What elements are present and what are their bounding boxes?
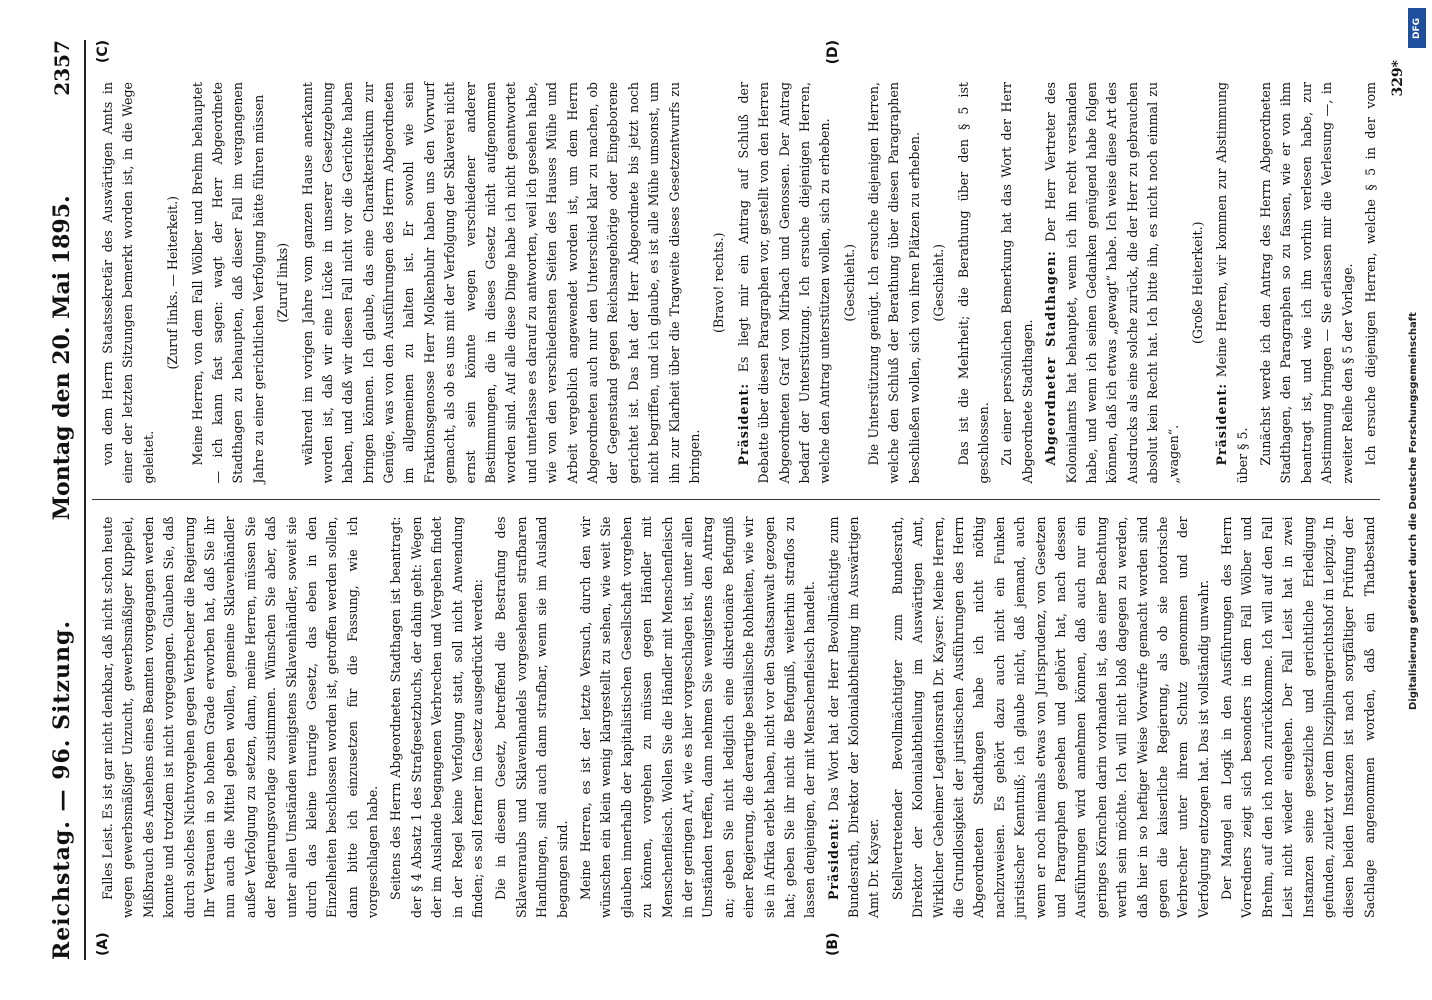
page-header <box>40 40 86 960</box>
paragraph: von dem Herrn Staatssekretär des Auswärtigen Amts in einer der letzten Sitzungen bemerkt worden ist, in die Wege geleitet. <box>100 82 156 484</box>
paragraph: (Geschieht.) <box>841 243 857 322</box>
paragraph: Falles Leist. Es ist gar nicht denkbar, daß nicht schon heute wegen gewerbsmäßiger Unzucht, gewerbsmäßiger Kuppelei, Mißbrauch des Ansehens eines Beamten vorgegangen werden konnte und trotzdem ist nicht vorgegangen. Glauben Sie, daß durch solches Nichtvorgehen gegen Verbrecher die Regierung Ihr Vertrauen in so hohem Grade erworben hat, daß Sie ihr nun auch die Mittel geben wollen, gemeine Sklavenhändler außer Verfolgung zu setzen, dann, meine Herren, müssen Sie der Regierungsvorlage zustimmen. Wünschen Sie aber, daß unter allen Umständen wenigstens Sklavenhändler, soweit sie durch das kleine traurige Gesetz, das eben in den Einzelheiten beschlossen worden ist, getroffen werden sollen, dann bitte ich einzusetzen für die Fassung, wie ich vorgeschlagen habe. <box>100 516 381 918</box>
paragraph: (Zuruf links. — Heiterkeit.) <box>165 195 181 370</box>
right-column <box>92 40 1380 500</box>
text-columns <box>92 40 1380 960</box>
page-number: 2357 <box>50 40 74 96</box>
dfg-logo-icon: DFG <box>1408 8 1426 48</box>
signature-mark: 329* <box>1390 60 1406 97</box>
paragraph: Stellvertretender Bevollmächtigter zum Bundesrath, Direktor der Kolonialabtheilung im Auswärtigen Amt, Wirklicher Geheimer Legationsrath Dr. Kayser: Meine Herren, die Grundlosigkeit der juristischen Ausführungen des Herrn Abgeordneten Stadthagen habe ich nicht nöthig nachzuweisen. Es gehört dazu auch nicht ein Funken juristischer Kenntniß; ich glaube nicht, daß jemand, auch wenn er noch niemals etwas von Jurisprudenz, von Gesetzen und Paragraphen gesehen und gehört hat, nach dessen Ausführungen wird annehmen können, daß auch nur ein geringes Körnchen darin vorhanden ist, das einer Beachtung werth sein möchte. Ich will nicht bloß dagegen zu werden, daß hier in so heftiger Weise Vorwürfe gemacht worden sind gegen die kaiserliche Regierung, als ob sie notorische Verbrecher unter ihrem Schutz genommen und der Verfolgung entzogen hat. Das ist vollständig unwahr. <box>889 516 1211 918</box>
left-column-text <box>98 517 1380 945</box>
header-date: Montag den 20. Mai 1895. <box>49 195 75 521</box>
digitization-note: Digitalisierung gefördert durch die Deutsche Forschungsgemeinschaft <box>1408 312 1419 710</box>
paragraph: (Große Heiterkeit.) <box>1189 221 1205 345</box>
paragraph: Die Unterstützung genügt. Ich ersuche diejenigen Herren, welche den Schluß der Berathung über diesen Paragraphen beschließen wollen, sich von ihren Plätzen zu erheben. <box>866 82 922 484</box>
marker-a: (A) <box>95 932 111 956</box>
marker-d: (D) <box>825 40 841 65</box>
paragraph: Seitens des Herrn Abgeordneten Stadthagen ist beantragt: der § 4 Absatz 1 des Strafgesetzbuchs, der dahin geht: Wegen der im Auslande begangenen Verbrechen und Vergehen findet in der Regel keine Verfolgung statt, soll nicht Anwendung finden; es soll ferner im Gesetz ausgedrückt werden: <box>388 516 486 918</box>
paragraph: Abgeordneter Stadthagen: Der Herr Vertreter des Kolonialamts hat behauptet, wenn ich ihn recht verstanden habe, und wenn ich seinen Gedanken genügend habe folgen können, daß ich etwas „gewagt“ habe. Ich weise diese Art des Ausdrucks als eine solche zurück, die der Herr zu gebrauchen absolut kein Recht hat. Ich bitte ihn, es nicht noch einmal zu „wagen“. <box>1043 82 1181 484</box>
header-session: Reichstag. — 96. Sitzung. <box>49 619 75 960</box>
left-column <box>92 500 1380 961</box>
paragraph: Meine Herren, es ist der letzte Versuch, durch den wir wünschen ein klein wenig klargestellt zu sehen, wie weit Sie glauben innerhalb der kapitalistischen Gesellschaft vorgehen zu können, vorgehen zu müssen gegen Händler mit Menschenfleisch. Wollen Sie die Händler mit Menschenfleisch in der geringen Art, wie es hier vorgeschlagen ist, unter allen Umständen treffen, dann nehmen Sie wenigstens den Antrag an; geben Sie nicht lediglich eine diskretionäre Befugniß einer Regierung, die derartige bestialische Rohheiten, wie wir sie in Afrika erlebt haben, nicht vor den Staatsanwalt gezogen hat; geben Sie ihr nicht die Befugniß, weiterhin straflos zu lassen denjenigen, der mit Menschenfleisch handelt. <box>577 516 818 918</box>
marker-c: (C) <box>95 40 111 64</box>
paragraph: (Geschieht.) <box>931 243 947 322</box>
paragraph: (Bravo! rechts.) <box>711 232 727 334</box>
paragraph: Der Mangel an Logik in den Ausführungen des Herrn Vorredners zeigt sich besonders in dem Fall Wölber und Brehm, auf den ich noch zurückkomme. Ich will auf den Fall Leist nicht wieder eingehen. Der Fall Leist hat in zwei Instanzen seine gesetzliche und gerichtliche Erledigung gefunden, zuletzt vor dem Disziplinargerichtshof in Leipzig. In diesen beiden Instanzen ist nach sorgfältiger Prüfung der Sachlage angenommen worden, daß ein Thatbestand <box>1219 516 1377 918</box>
paragraph: Präsident: Es liegt mir ein Antrag auf Schluß der Debatte über diesen Paragraphen vor, gestellt von den Herren Abgeordneten Graf von Mirbach und Genossen. Der Antrag bedarf der Unterstützung. Ich ersuche diejenigen Herren, welche den Antrag unterstützen wollen, sich zu erheben. <box>735 82 833 484</box>
right-column-text <box>98 56 1380 484</box>
paragraph: Präsident: Das Wort hat der Herr Bevollmächtigte zum Bundesrath, Direktor der Kolonialabtheilung im Auswärtigen Amt Dr. Kayser. <box>825 516 882 918</box>
marker-b: (B) <box>825 932 841 956</box>
paragraph: (Zuruf links) <box>275 242 291 323</box>
paragraph: Ich ersuche diejenigen Herren, welche § 5 in der vom <box>1363 82 1379 466</box>
paragraph: Präsident: Meine Herren, wir kommen zur Abstimmung über § 5. <box>1214 82 1250 484</box>
paragraph: Meine Herren, von dem Fall Wölber und Brehm behauptet — ich kann fast sagen: wagt der Herr Abgeordnete Stadthagen zu behaupten, daß dieser Fall im vergangenen Jahre zu einer gerichtlichen Verfolgung hätte führen müssen <box>189 82 266 484</box>
paragraph: Zu einer persönlichen Bemerkung hat das Wort der Herr Abgeordnete Stadthagen. <box>999 82 1035 484</box>
paragraph: während im vorigen Jahre vom ganzen Hause anerkannt worden ist, daß wir eine Lücke in unserer Gesetzgebung haben, und daß wir diesen Fall nicht vor die Gerichte haben bringen können. Ich glaube, das eine Charakteristikum zur Genüge, was von den Ausführungen des Herrn Abgeordneten im allgemeinen zu halten ist. Er sowohl wie sein Fraktionsgenosse Herr Molkenbuhr haben uns den Vorwurf gemacht, als ob es uns mit der Verfolgung der Sklaverei nicht ernst sein könnte wegen verschiedener anderer Bestimmungen, die in dieses Gesetz nicht aufgenommen worden sind. Auf alle diese Dinge habe ich nicht geantwortet und unterlasse es darauf zu antworten, weil ich gesehen habe, wie von den verschiedensten Seiten des Hauses Mühe und Arbeit vergeblich angewendet worden ist, um dem Herrn Abgeordneten auch nur den Unterschied klar zu machen, ob der Gegenstand gegen Reichsangehörige oder Eingeborene gerichtet ist. Das hat der Herr Abgeordnete bis jetzt noch nicht begriffen, und ich glaube, es ist alle Mühe umsonst, um ihn zur Klarheit über die Tragweite dieses Gesetzentwurfs zu bringen. <box>299 82 702 484</box>
paragraph: Die in diesem Gesetz, betreffend die Bestrafung des Sklavenraubs und Sklavenhandels vorgesehenen strafbaren Handlungen, sind auch dann strafbar, wenn sie im Ausland begangen sind. <box>493 516 570 918</box>
paragraph: Das ist die Mehrheit; die Berathung über den § 5 ist geschlossen. <box>955 82 992 484</box>
paragraph: Zunächst werde ich den Antrag des Herrn Abgeordneten Stadthagen, den Paragraphen so zu fassen, wie er von ihm beantragt ist, und wie ich ihn vorhin verlesen habe, zur Abstimmung bringen — Sie erlassen mir die Verlesung —, in zweiter Reihe den § 5 der Vorlage. <box>1258 82 1355 484</box>
